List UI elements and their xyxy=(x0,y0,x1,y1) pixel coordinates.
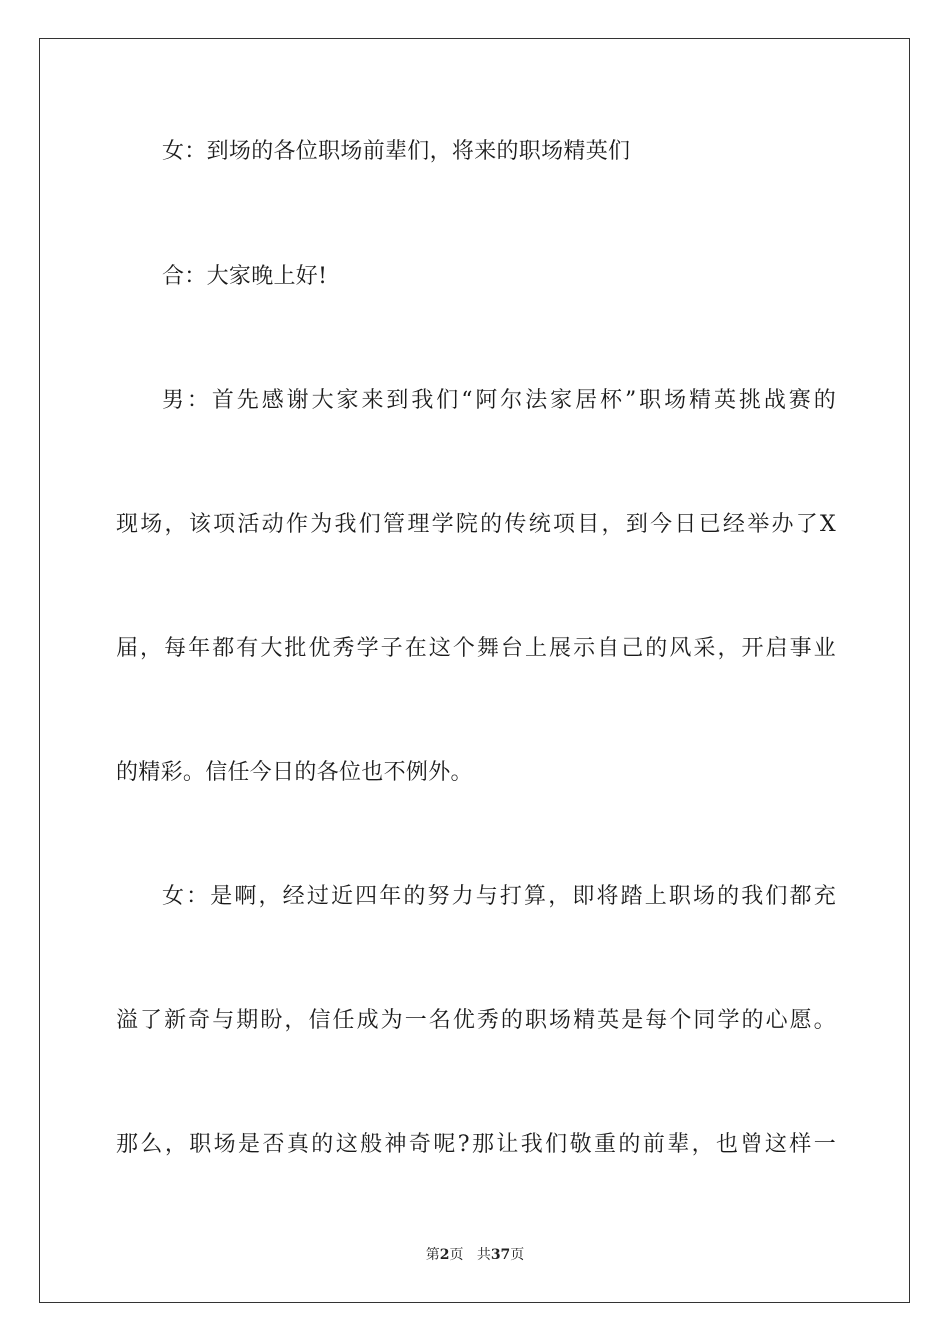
paragraph-line-9: 那么，职场是否真的这般神奇呢?那让我们敬重的前辈，也曾这样一 xyxy=(116,1132,836,1157)
page-border xyxy=(39,38,910,1303)
paragraph-line-7: 女：是啊，经过近四年的努力与打算，即将踏上职场的我们都充 xyxy=(162,884,836,909)
paragraph-line-3: 男：首先感谢大家来到我们“阿尔法家居杯”职场精英挑战赛的 xyxy=(162,388,836,413)
page-footer xyxy=(0,1245,950,1265)
footer-page-number: 2 xyxy=(439,1247,450,1263)
footer-total-suffix: 页 xyxy=(510,1247,525,1263)
footer-total-prefix: 共 xyxy=(476,1247,491,1263)
paragraph-line-8: 溢了新奇与期盼，信任成为一名优秀的职场精英是每个同学的心愿。 xyxy=(116,1008,836,1033)
footer-page-suffix: 页 xyxy=(449,1247,464,1263)
paragraph-line-4: 现场，该项活动作为我们管理学院的传统项目，到今日已经举办了X xyxy=(116,512,836,537)
paragraph-line-2: 合：大家晚上好! xyxy=(162,264,328,289)
paragraph-line-1: 女：到场的各位职场前辈们，将来的职场精英们 xyxy=(162,139,631,164)
footer-page-prefix: 第 xyxy=(425,1247,440,1263)
paragraph-line-6: 的精彩。信任今日的各位也不例外。 xyxy=(116,760,473,785)
paragraph-line-5: 届，每年都有大批优秀学子在这个舞台上展示自己的风采，开启事业 xyxy=(116,636,836,661)
footer-total-pages: 37 xyxy=(490,1247,511,1263)
